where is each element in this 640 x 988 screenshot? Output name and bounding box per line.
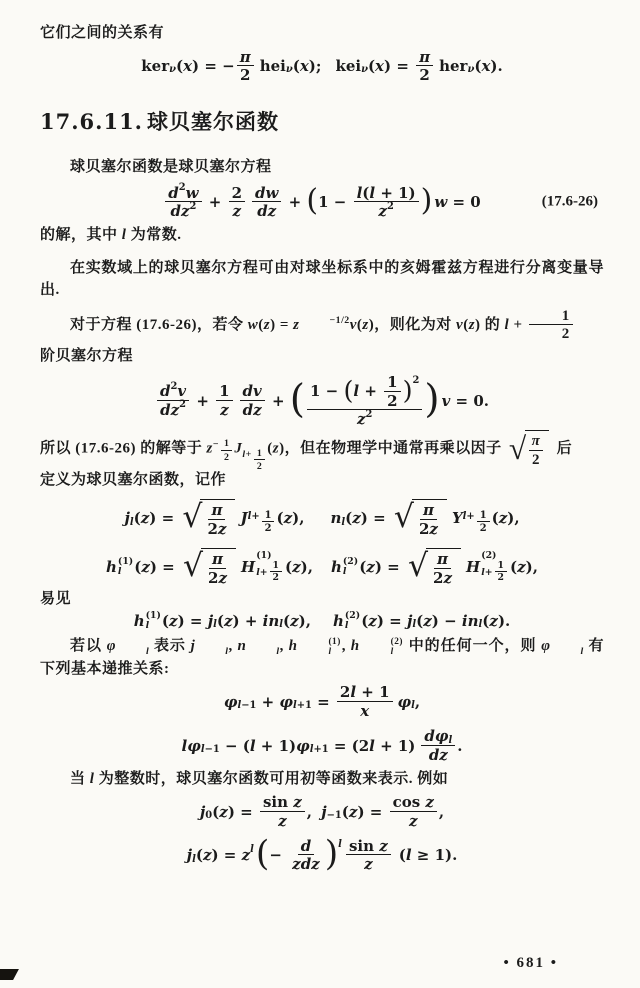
paragraph-integer-case: 当 l 为整数时，球贝塞尔函数可用初等函数来表示. 例如 [70, 770, 449, 787]
equation-recurrence-2 [40, 728, 604, 764]
paragraph-substitution: 对于方程 (17.6-26)，若令 w(z) = z −1/2v(z)，则化为对 v(z) 的 l + $\frac{1}{2}$ [40, 308, 604, 344]
equation-kelvin-relations [40, 49, 604, 85]
equation-j0-jminus1 [40, 794, 604, 830]
equation-j0-body: j 0 ( z ) = sin z z , j −1 ( z ) = cos z z , [199, 793, 445, 830]
intro-line: 它们之间的关系有 [40, 25, 165, 41]
equation-jn-definitions [40, 499, 604, 538]
paragraph-easy-to-see: 易见 [40, 591, 72, 608]
scan-artifact-mark [0, 969, 19, 980]
equation-hankel-body: h (1) l ( z ) = √ π 2 z H (1) l+ $\frac{1}{2}$ ( z ), h (2) l ( z ) = √ π 2 z H (2) l+ $\frac{1}{2}$ ( z ), [106, 547, 538, 587]
paragraph-recurrence-intro: 若以 φ l 表示 j l , n l , h (1) l , h (2) l 中的任何一个，则 φ l 有下列基本递推关系: [40, 636, 604, 677]
equation-jl-general [40, 834, 604, 875]
paragraph-defined-as: 定义为球贝塞尔函数，记作 [40, 471, 227, 488]
equation-17-6-26 [40, 182, 604, 221]
section-heading [40, 106, 604, 136]
paragraph-therefore-factor: 所以 (17.6-26) 的解等于 z− 1 2 J l + 1 2 (z)，但在物理学中通常再乘以因子 √ π 2 后 [40, 430, 573, 472]
section-number: 17.6.11. [40, 109, 143, 135]
page-number: • 681 • [503, 955, 558, 971]
equation-h-relations [40, 611, 604, 631]
equation-jn-body: j l ( z ) = √ π 2 z J l + 1 2 ( z ), n l ( z ) = √ π 2 z Y l + 1 2 ( z ), [124, 498, 520, 539]
equation-hankel-definitions [40, 548, 604, 587]
section-title: 球贝塞尔函数 [147, 110, 279, 135]
equation-17-6-26-body: d 2 w dz 2 + $\frac{2}{z}$ dw dz + ( 1 − l ( l + 1) z 2 ) w = 0 [163, 185, 481, 221]
equation-bessel-v-body: d 2 v dz 2 + $\frac{1}{z}$ dv dz + ( 1 − ( l + 1 2 ) 2 z 2 ) v = 0. [155, 374, 489, 428]
paragraph-sbf-intro: 球贝塞尔函数是球贝塞尔方程 [70, 159, 272, 176]
paragraph-solution-constant: 的解，其中 l 为常数. [40, 227, 182, 244]
paragraph-helmholtz-derivation: 在实数域上的球贝塞尔方程可由对球坐标系中的亥姆霍兹方程进行分离变量导出. [40, 259, 604, 299]
equation-number-tag: (17.6-26) [541, 193, 598, 210]
equation-recurrence-1 [40, 684, 604, 720]
equation-jl-body: j l ( z ) = z l ( − d zdz ) l sin z z ( l ≥ 1). [186, 834, 458, 875]
equation-recurrence-2-body: l φ l −1 − ( l + 1) φ l +1 = (2 l + 1) dφ l dz . [181, 726, 463, 764]
equation-h-relations-body: h (1) l ( z ) = j l ( z ) + in l ( z ), h (2) l ( z ) = j l ( z ) − in l ( z ). [133, 609, 511, 632]
equation-kelvin-body: ker ν ( x ) = − $\frac{\pi}{2}$ hei ν ( x ); kei ν ( x ) = $\frac{\pi}{2}$ her ν ( x ). [141, 47, 503, 85]
equation-recurrence-1-body: φ l −1 + φ l +1 = 2 l + 1 x φ l , [223, 683, 421, 721]
equation-bessel-v [40, 374, 604, 428]
paragraph-order-bessel: 阶贝塞尔方程 [40, 348, 134, 365]
